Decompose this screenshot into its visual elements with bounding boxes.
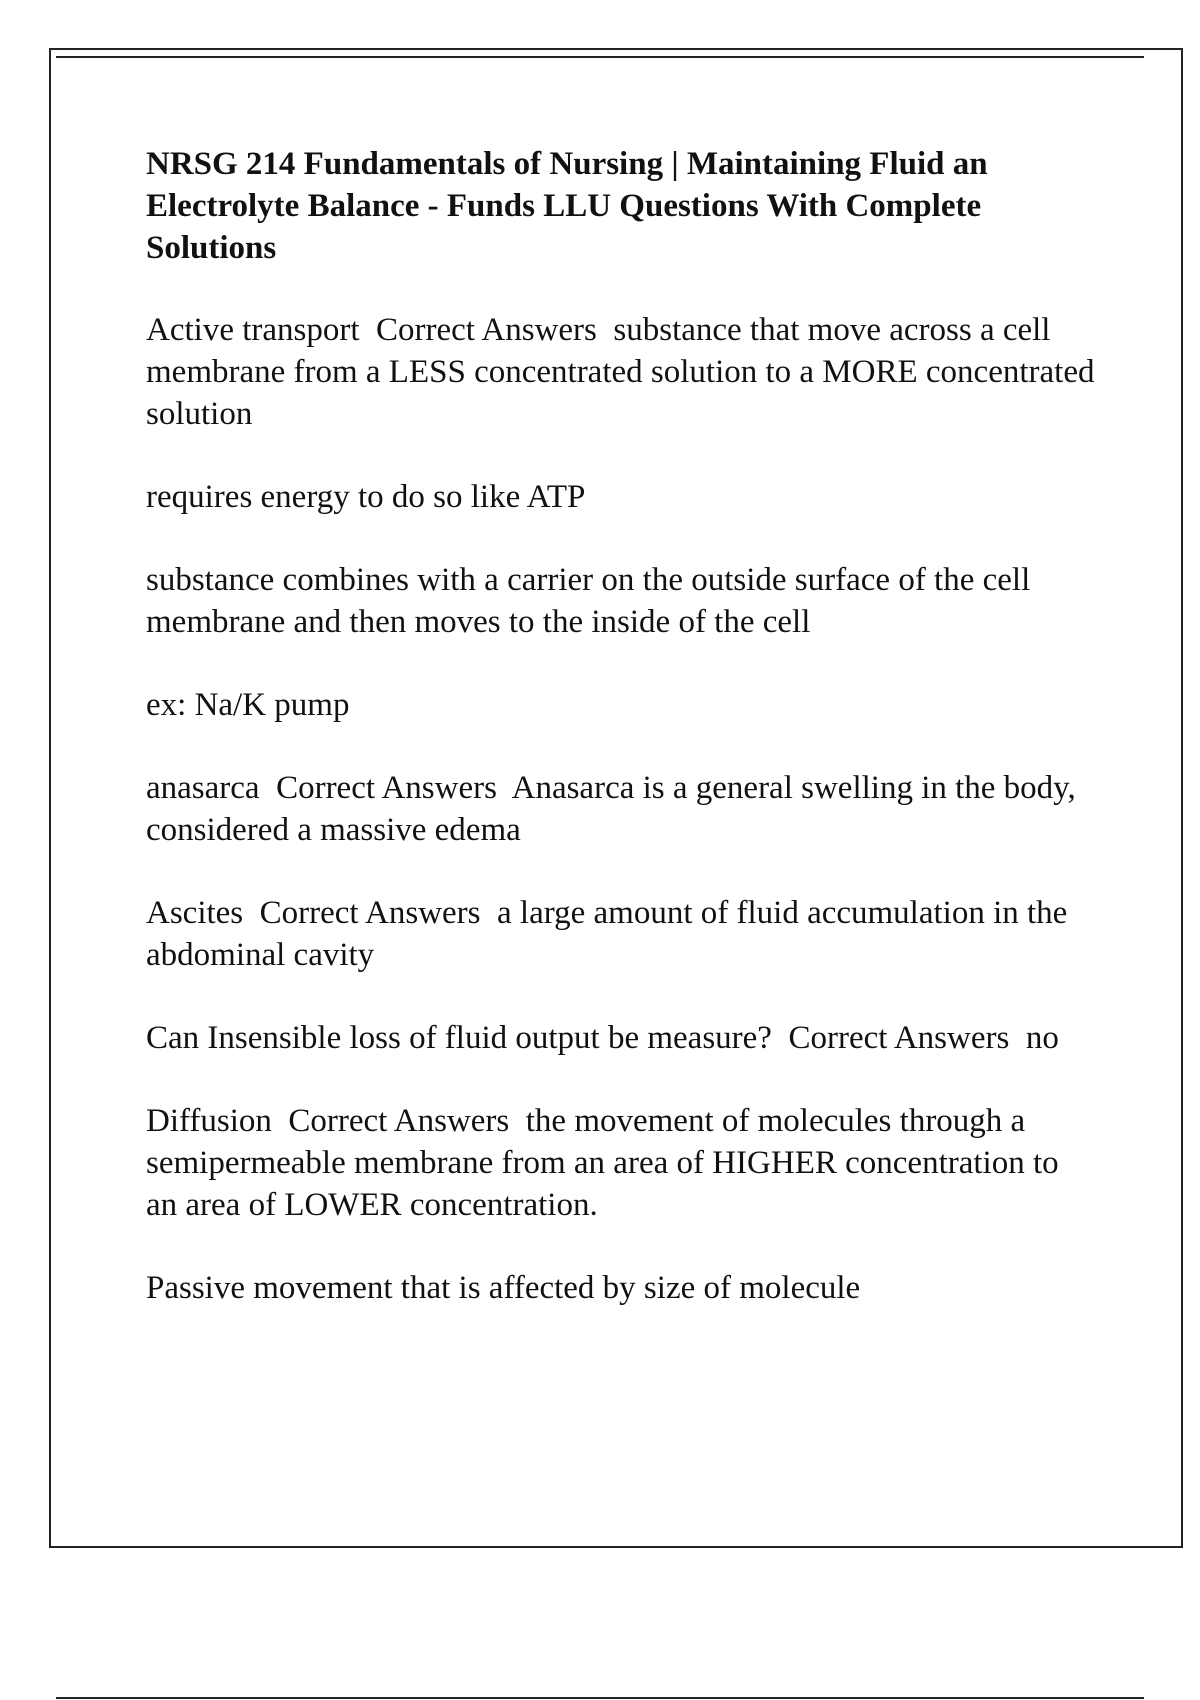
document-title: NRSG 214 Fundamentals of Nursing | Maintaining Fluid an Electrolyte Balance - Funds LLU Questions With Complete Solutions (146, 146, 988, 266)
document-body (146, 143, 1103, 1350)
paragraph-na-k-pump: ex: Na/K pump (146, 687, 350, 723)
paragraph-diffusion: Diffusion Correct Answers the movement of molecules through a semipermeable membrane from an area of HIGHER concentration to an area of LOWER concentration. (146, 1103, 1067, 1223)
paragraph-ascites: Ascites Correct Answers a large amount of fluid accumulation in the abdominal cavity (146, 895, 1076, 973)
paragraph-active-transport: Active transport Correct Answers substance that move across a cell membrane from a LESS concentrated solution to a MORE concentrated solution (146, 312, 1103, 432)
paragraph-passive-movement: Passive movement that is affected by size of molecule (146, 1270, 861, 1306)
paragraph-anasarca: anasarca Correct Answers Anasarca is a general swelling in the body, considered a massive edema (146, 770, 1085, 848)
paragraph-carrier: substance combines with a carrier on the outside surface of the cell membrane and then moves to the inside of the cell (146, 562, 1039, 640)
paragraph-insensible-loss: Can Insensible loss of fluid output be measure? Correct Answers no (146, 1020, 1059, 1056)
bottom-rule (56, 1697, 1144, 1699)
paragraph-requires-energy: requires energy to do so like ATP (146, 479, 586, 515)
